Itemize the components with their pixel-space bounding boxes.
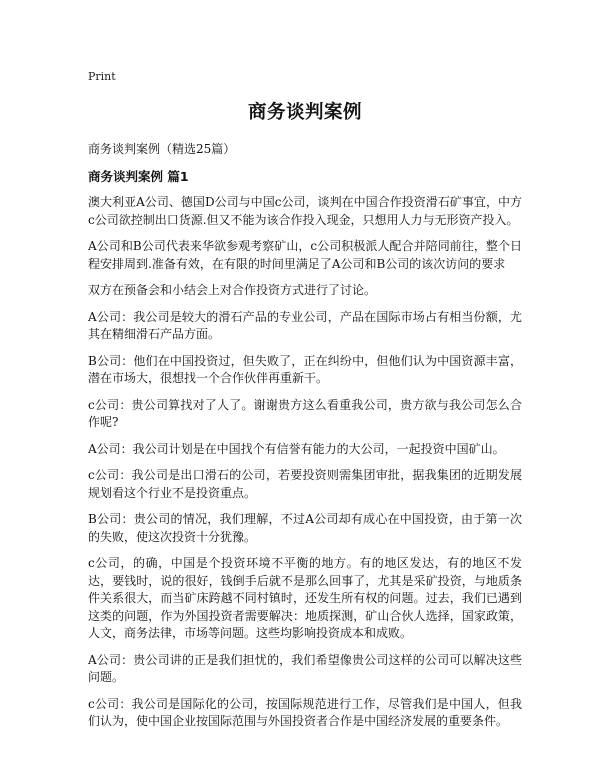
paragraph-6: c公司：贵公司算找对了人了。谢谢贵方这么看重我公司，贵方欲与我公司怎么合作呢? <box>88 397 522 429</box>
paragraph-4: A公司：我公司是较大的滑石产品的专业公司，产品在国际市场占有相当份额，尤其在精细滑石产品方面。 <box>88 309 522 341</box>
paragraph-8: c公司：我公司是出口滑石的公司，若要投资则需集团审批，据我集团的近期发展规划看这个行业不是投资重点。 <box>88 468 522 500</box>
document-subtitle: 商务谈判案例（精选25篇） <box>88 142 236 156</box>
document-title: 商务谈判案例 <box>247 102 362 123</box>
paragraph-5: B公司：他们在中国投资过，但失败了，正在纠纷中，但他们认为中国资源丰富，潜在市场大，很想找一个合作伙伴再重新干。 <box>88 353 522 385</box>
paragraph-9: B公司：贵公司的情况，我们理解，不过A公司却有成心在中国投资，由于第一次的失败，使这次投资十分犹豫。 <box>88 512 522 544</box>
document-page <box>88 70 522 740</box>
paragraph-1: 澳大利亚A公司、德国D公司与中国c公司，谈判在中国合作投资滑石矿事宜，中方c公司欲控制出口货源.但又不能为该合作投入现金，只想用人力与无形资产投入。 <box>88 195 522 227</box>
print-label: Print <box>88 70 116 83</box>
paragraph-11: A公司：贵公司讲的正是我们担忧的，我们希望像贵公司这样的公司可以解决这些问题。 <box>88 652 522 684</box>
paragraph-3: 双方在预备会和小结会上对合作投资方式进行了讨论。 <box>88 283 377 297</box>
paragraph-2: A公司和B公司代表来华欲参观考察矿山，c公司积极派人配合并陪同前往，整个日程安排周到.准备有效，在有限的时间里满足了A公司和B公司的该次访问的要求 <box>88 239 522 271</box>
section-heading: 商务谈判案例 篇1 <box>88 169 189 184</box>
paragraph-12: c公司：我公司是国际化的公司，按国际规范进行工作，尽管我们是中国人，但我们认为，使中国企业按国际范围与外国投资者合作是中国经济发展的重要条件。 <box>88 696 522 728</box>
paragraph-10: c公司，的确，中国是个投资环境不平衡的地方。有的地区发达，有的地区不发达，要钱时，说的很好，钱倒手后就不是那么回事了，尤其是采矿投资，与地质条件关系很大，而当矿床跨越不同村镇时，还发生所有权的问题。过去，我们已遇到这类的问题，作为外国投资者需要解决：地质探测，矿山合伙人选择，国家政策，人文，商务法律，市场等问题。这些均影响投资成本和成败。 <box>88 556 522 640</box>
paragraph-7: A公司：我公司计划是在中国找个有信誉有能力的大公司，一起投资中国矿山。 <box>88 441 505 456</box>
